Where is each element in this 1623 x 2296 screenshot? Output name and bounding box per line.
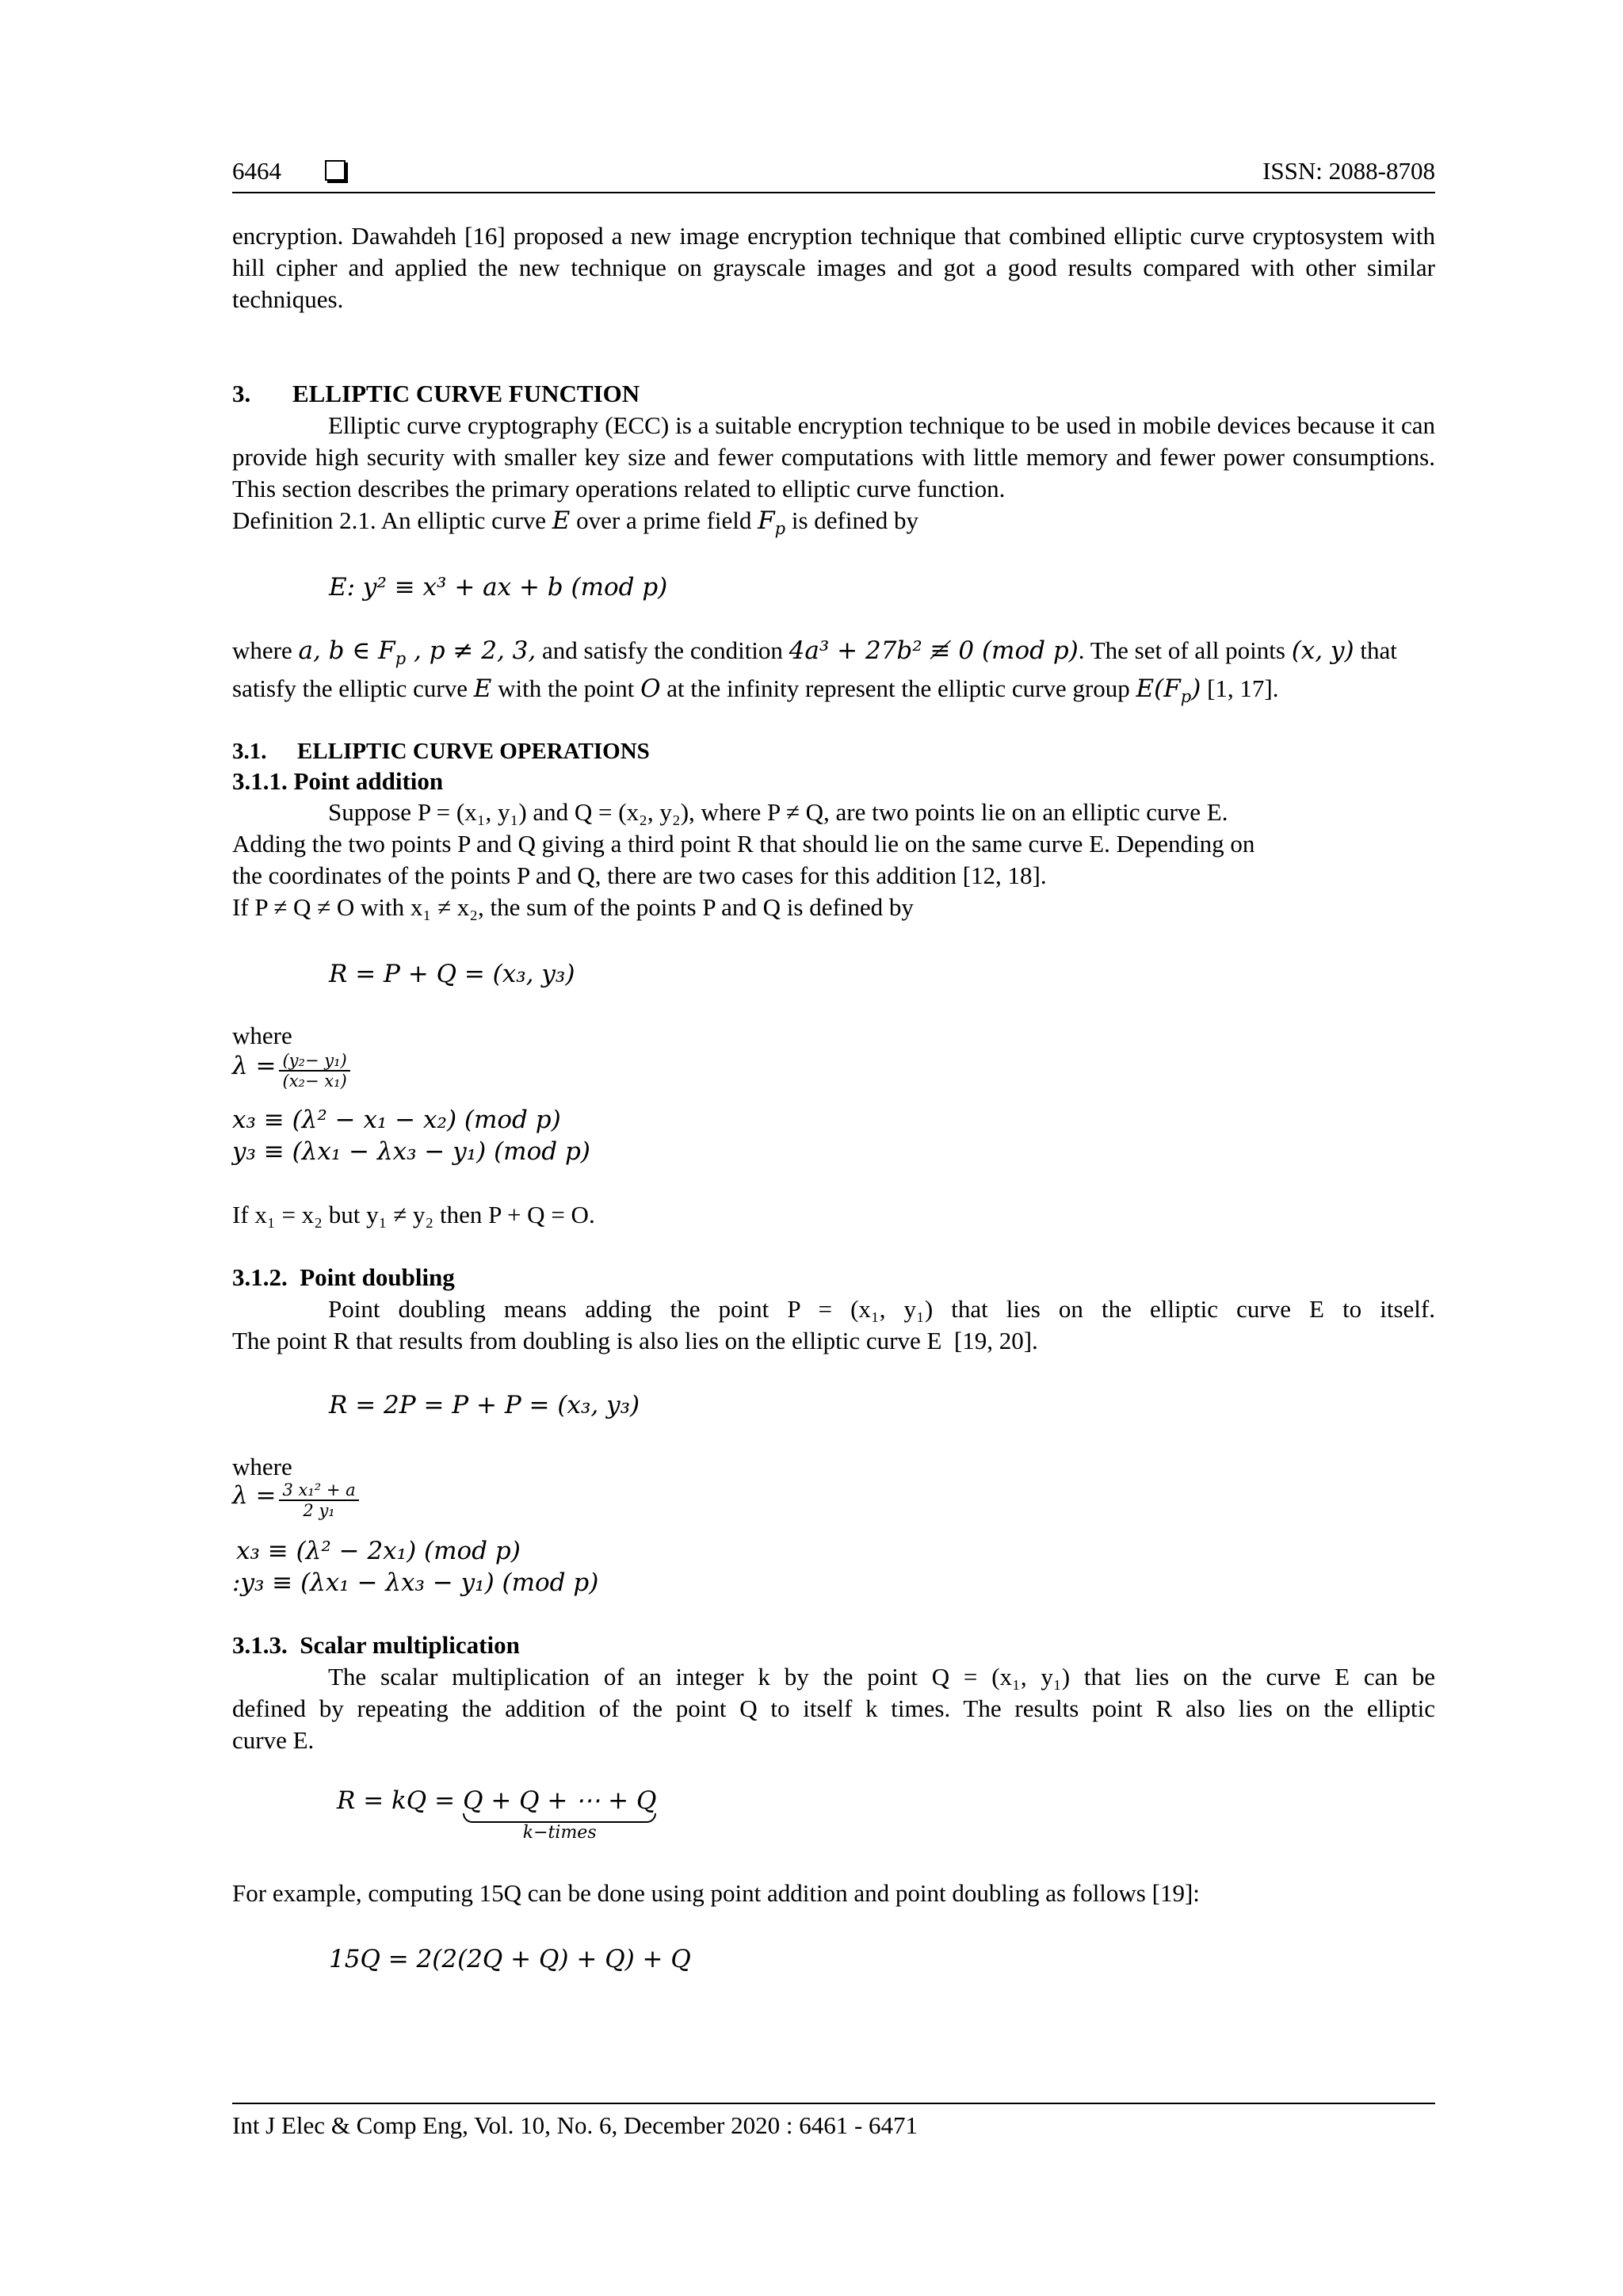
definition-line: Definition 2.1. An elliptic curve E over a prime field $F_p$ is defined by: [232, 506, 918, 539]
header-rule: [232, 192, 1435, 193]
point-addition-equation: R = P + Q = (x₃, y₃): [329, 960, 575, 988]
where-line-2: satisfy the elliptic curve E with the point O at the infinity represent the elliptic curve group $E(F_p)$ [1, 17].: [232, 674, 1279, 707]
lambda-doubling: λ = $\frac{\text{3 x₁² + a}}{\text{2 y₁}}$: [232, 1480, 359, 1520]
page-number: 6464: [232, 157, 281, 185]
x3-doubling: x₃ ≡ (λ² − 2x₁) (mod p): [236, 1537, 521, 1565]
point-addition-line-4: If P ≠ Q ≠ O with x₁ ≠ x₂, the sum of the points P and Q is defined by: [232, 893, 914, 921]
y3-addition: y₃ ≡ (λx₁ − λx₃ − y₁) (mod p): [232, 1137, 590, 1166]
section-3-1-2-title: 3.1.2. Point doubling: [232, 1263, 455, 1291]
scalar-mult-line-1: The scalar multiplication of an integer k by the point Q = (x₁, y₁) that lies on the curve E can be: [328, 1663, 1435, 1690]
scalar-mult-example: For example, computing 15Q can be done using point addition and point doubling as follows [19]:: [232, 1879, 1200, 1907]
section-3-paragraph: Elliptic curve cryptography (ECC) is a suitable encryption technique to be used in mobile devices because it can provide high security with smaller key size and fewer computations with little memory and fewer power consumptions. This section describes the primary operations related to elliptic curve function.: [232, 411, 1435, 502]
lambda-addition: λ = $\frac{\text{(y₂− y₁)}}{\text{(x₂− x₁)}}$: [232, 1050, 350, 1091]
x3-addition: x₃ ≡ (λ² − x₁ − x₂) (mod p): [232, 1106, 561, 1134]
section-3-1-number: 3.1.: [232, 739, 267, 764]
scalar-mult-equation: R = kQ = Q + Q + ⋯ + Q k−times: [337, 1786, 657, 1843]
point-addition-line-2: Adding the two points P and Q giving a third point R that should lie on the same curve E. Depending on: [232, 830, 1255, 858]
footer-citation: Int J Elec & Comp Eng, Vol. 10, No. 6, December 2020 : 6461 - 6471: [232, 2111, 918, 2139]
box-icon: [325, 160, 346, 185]
lambda-doubling-fraction: $\frac{\text{3 x₁² + a}}{\text{2 y₁}}$: [279, 1480, 358, 1520]
intro-paragraph: encryption. Dawahdeh [16] proposed a new image encryption technique that combined elliptic curve cryptosystem with hill cipher and applied the new technique on grayscale images and got a good results compared with other similar techniques.: [232, 222, 1435, 313]
point-addition-line-3: the coordinates of the points P and Q, there are two cases for this addition [12, 18].: [232, 861, 1047, 889]
lambda-addition-fraction: $\frac{\text{(y₂− y₁)}}{\text{(x₂− x₁)}}$: [279, 1051, 349, 1091]
y3-doubling: :y₃ ≡ (λx₁ − λx₃ − y₁) (mod p): [232, 1568, 599, 1597]
issn: ISSN: 2088-8708: [1262, 157, 1435, 185]
section-3-1-title: ELLIPTIC CURVE OPERATIONS: [297, 739, 650, 764]
point-doubling-equation: R = 2P = P + P = (x₃, y₃): [329, 1391, 640, 1419]
scalar-mult-line-2: defined by repeating the addition of the point Q to itself k times. The results point R also lies on the elliptic: [232, 1694, 1435, 1722]
section-3-1-3-title: 3.1.3. Scalar multiplication: [232, 1631, 520, 1659]
section-3-title: ELLIPTIC CURVE FUNCTION: [292, 380, 640, 407]
section-3-1-1-title: 3.1.1. Point addition: [232, 767, 444, 795]
section-3-number: 3.: [232, 380, 251, 407]
underbrace-group: Q + Q + ⋯ + Q k−times: [463, 1786, 657, 1843]
point-doubling-line-2: The point R that results from doubling is also lies on the elliptic curve E [19, 20].: [232, 1327, 1038, 1354]
point-doubling-line-1: Point doubling means adding the point P = (x₁, y₁) that lies on the elliptic curve E to itself.: [328, 1295, 1435, 1323]
elliptic-curve-equation: E: y² ≡ x³ + ax + b (mod p): [329, 573, 668, 602]
point-addition-line-1: Suppose P = (x₁, y₁) and Q = (x₂, y₂), where P ≠ Q, are two points lie on an elliptic curve E.: [328, 798, 1228, 826]
where-line-1: where a, b ∈ $F_p$ , p ≠ 2, 3, and satisfy the condition 4a³ + 27b² ≢ 0 (mod p). The set of all points (x, y) that: [232, 636, 1397, 669]
scalar-mult-line-3: curve E.: [232, 1726, 315, 1754]
addition-case-2: If x₁ = x₂ but y₁ ≠ y₂ then P + Q = O.: [232, 1201, 595, 1228]
footer-rule: [232, 2103, 1435, 2104]
scalar-mult-example-equation: 15Q = 2(2(2Q + Q) + Q) + Q: [329, 1945, 691, 1973]
where-label-1: where: [232, 1022, 292, 1049]
where-label-2: where: [232, 1453, 292, 1480]
